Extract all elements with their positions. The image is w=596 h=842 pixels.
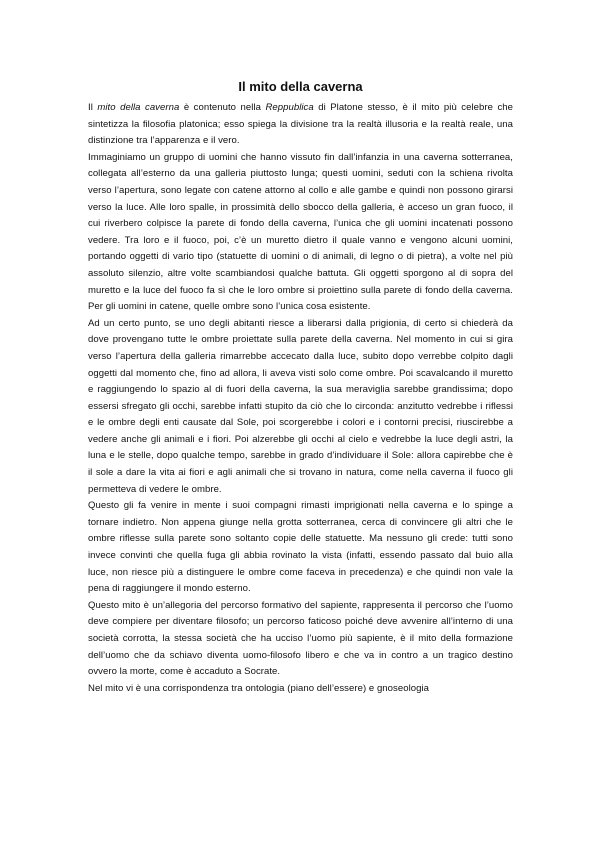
paragraph-ontology: Nel mito vi è una corrispondenza tra ontologia (piano dell’essere) e gnoseologia <box>88 682 429 694</box>
document-page <box>88 78 513 697</box>
intro-italic-2: Reppublica <box>265 102 314 113</box>
document-title: Il mito della caverna <box>238 79 363 94</box>
intro-text-1: Il <box>88 102 98 113</box>
intro-italic-1: mito della caverna <box>97 102 180 113</box>
paragraph-liberation: Ad un certo punto, se uno degli abitanti riesce a liberarsi dalla prigionia, di certo si chiederà da dove provengano tutte le ombre proiettate sulla parete della caverna. Nel momento in cui si gira verso l’apertura della galleria rimarrebbe accecato dalla luce, subito dopo verrebbe colpito dagli oggetti dal momento che, fino ad allora, li aveva visti solo come ombre. Poi scavalcando il muretto e raggiungendo lo spazio al di fuori della caverna, la sua meraviglia sarebbe grandissima; dopo essersi sfregato gli occhi, sarebbe infatti stupito da ciò che lo circonda: anzitutto vedrebbe i riflessi e le ombre degli enti causate dal Sole, poi scorgerebbe i colori e i contorni precisi, riuscirebbe a vedere anche gli animali e i fiori. Poi alzerebbe gli occhi al cielo e vedrebbe la luce degli astri, la luna e le stelle, dopo qualche tempo, sarebbe in grado d’individuare il Sole: allora capirebbe che è il sole a dare la vita ai fiori e agli animali che si trovano in natura, come nella caverna il fuoco gli permetteva di vedere le ombre. <box>88 317 513 495</box>
intro-text-3: di Platone stesso, è il mito più celebre che sintetizza la filosofia platonica; esso spiega la divisione tra la realtà illusoria e la realtà reale, una distinzione tra l’apparenza e il vero. <box>88 102 513 147</box>
intro-text-2: è contenuto nella <box>179 102 266 113</box>
paragraph-allegory: Questo mito è un’allegoria del percorso formativo del sapiente, rappresenta il percorso che l’uomo deve compiere per diventare filosofo; un percorso faticoso poiché deve avvenire all’interno di una società corrotta, la stessa società che ha ucciso l’uomo più sapiente, è il mito della formazione dell’uomo che da schiavo diventa uomo-filosofo libero e che va in contro a un tragico destino ovvero la morte, come è accaduto a Socrate. <box>88 599 513 678</box>
paragraph-cave-description: Immaginiamo un gruppo di uomini che hanno vissuto fin dall’infanzia in una caverna sotterranea, collegata all’esterno da una galleria piuttosto lunga; questi uomini, seduti con la schiena rivolta verso l’apertura, sono legate con catene attorno al collo e alle gambe e quindi non possono girarsi verso la luce. Alle loro spalle, in prossimità dello sbocco della galleria, è acceso un gran fuoco, il cui riverbero colpisce la parete di fondo della caverna, l’unica che gli uomini incatenati possono vedere. Tra loro e il fuoco, poi, c’è un muretto dietro il quale vanno e vengono alcuni uomini, portando oggetti di vario tipo (statuette di uomini o di animali, di legno o di pietra), a volte nel più assoluto silenzio, altre volte scambiandosi qualche battuta. Gli oggetti sporgono al di sopra del muretto e la luce del fuoco fa sì che le loro ombre si proiettino sulla parete di fondo della caverna. Per gli uomini in catene, quelle ombre sono l’unica cosa esistente. <box>88 151 513 313</box>
intro-paragraph <box>88 100 513 150</box>
paragraph-return: Questo gli fa venire in mente i suoi compagni rimasti imprigionati nella caverna e lo spinge a tornare indietro. Non appena giunge nella grotta sotterranea, cerca di convincere gli altri che le ombre riflesse sulla parete sono soltanto copie delle statuette. Ma nessuno gli crede: tutti sono invece convinti che quella fuga gli abbia rovinato la vista (infatti, essendo passato dal buio alla luce, non riesce più a distinguere le ombre come faceva in precedenza) e che quindi non vale la pena di raggiungere il mondo esterno. <box>88 500 513 595</box>
